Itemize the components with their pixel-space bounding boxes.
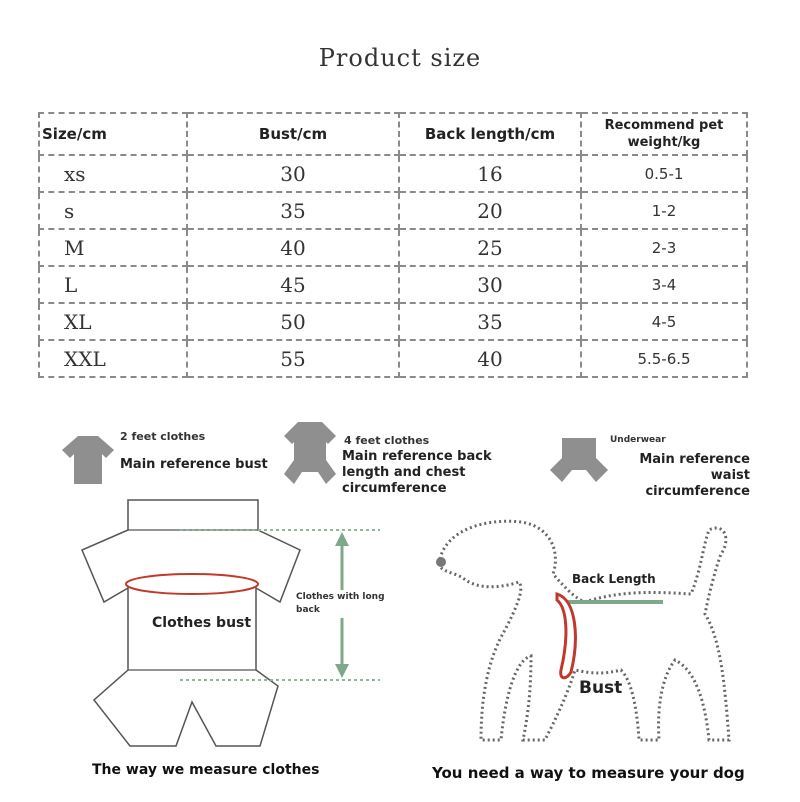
cell-back-length: 16 bbox=[399, 155, 581, 192]
header-back-length: Back length/cm bbox=[399, 113, 581, 155]
header-bust: Bust/cm bbox=[187, 113, 399, 155]
four-feet-clothes-label: 4 feet clothes bbox=[344, 434, 430, 447]
underwear-icon bbox=[548, 436, 610, 486]
page-title: Product size bbox=[318, 44, 482, 72]
cell-bust: 35 bbox=[187, 192, 399, 229]
dog-diagram bbox=[425, 510, 750, 760]
four-feet-clothes-icon bbox=[282, 420, 338, 492]
arrow-up-icon bbox=[335, 532, 349, 546]
clothes-bust-label: Clothes bust bbox=[152, 615, 252, 631]
dog-caption: You need a way to measure your dog bbox=[432, 764, 745, 782]
cell-weight: 0.5-1 bbox=[581, 155, 747, 192]
table-row bbox=[39, 229, 747, 266]
cell-size: L bbox=[39, 266, 187, 303]
dog-nose bbox=[436, 557, 446, 567]
table-row bbox=[39, 192, 747, 229]
size-table bbox=[38, 112, 748, 378]
table-row bbox=[39, 303, 747, 340]
cell-weight: 1-2 bbox=[581, 192, 747, 229]
header-size: Size/cm bbox=[39, 113, 187, 155]
table-row bbox=[39, 155, 747, 192]
two-feet-reference: Main reference bust bbox=[120, 457, 268, 472]
dog-back-length-label: Back Length bbox=[572, 572, 656, 586]
cell-weight: 2-3 bbox=[581, 229, 747, 266]
cell-size: XL bbox=[39, 303, 187, 340]
cell-bust: 50 bbox=[187, 303, 399, 340]
cell-bust: 30 bbox=[187, 155, 399, 192]
cell-weight: 4-5 bbox=[581, 303, 747, 340]
header-weight: Recommend pet weight/kg bbox=[581, 113, 747, 155]
cell-back-length: 30 bbox=[399, 266, 581, 303]
underwear-label: Underwear bbox=[610, 435, 666, 445]
cell-bust: 40 bbox=[187, 229, 399, 266]
arrow-down-icon bbox=[335, 664, 349, 678]
cell-bust: 45 bbox=[187, 266, 399, 303]
cell-size: XXL bbox=[39, 340, 187, 377]
cell-size: s bbox=[39, 192, 187, 229]
underwear-reference: Main reference waist circumference bbox=[639, 452, 750, 499]
table-row bbox=[39, 340, 747, 377]
cell-back-length: 35 bbox=[399, 303, 581, 340]
dog-bust-loop bbox=[557, 594, 575, 678]
clothes-caption: The way we measure clothes bbox=[92, 762, 320, 778]
two-feet-clothes-label: 2 feet clothes bbox=[120, 430, 206, 443]
cell-size: M bbox=[39, 229, 187, 266]
cell-back-length: 20 bbox=[399, 192, 581, 229]
long-back-label: Clothes with long back bbox=[296, 592, 385, 615]
two-feet-clothes-icon bbox=[60, 432, 116, 488]
cell-bust: 55 bbox=[187, 340, 399, 377]
dog-outline bbox=[439, 521, 729, 740]
cell-weight: 5.5-6.5 bbox=[581, 340, 747, 377]
cell-weight: 3-4 bbox=[581, 266, 747, 303]
four-feet-reference: Main reference back length and chest circumference bbox=[342, 449, 492, 496]
table-row bbox=[39, 266, 747, 303]
cell-back-length: 40 bbox=[399, 340, 581, 377]
cell-back-length: 25 bbox=[399, 229, 581, 266]
cell-size: xs bbox=[39, 155, 187, 192]
dog-bust-label: Bust bbox=[579, 678, 623, 698]
table-header-row bbox=[39, 113, 747, 155]
